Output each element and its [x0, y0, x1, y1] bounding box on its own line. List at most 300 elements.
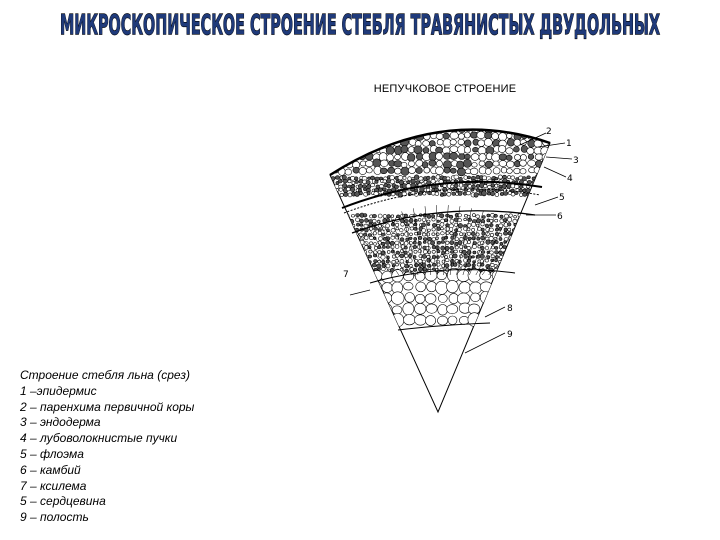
tissue-cell: [534, 167, 540, 174]
tissue-cell: [386, 246, 389, 249]
tissue-cell: [541, 219, 544, 222]
tissue-cell: [514, 256, 517, 259]
tissue-cell: [450, 219, 454, 223]
tissue-cell: [458, 228, 462, 232]
tissue-cell: [323, 187, 328, 191]
tissue-cell: [316, 306, 326, 314]
tissue-cell: [323, 146, 331, 155]
tissue-cell: [453, 254, 457, 258]
tissue-cell: [380, 118, 388, 126]
tissue-cell: [445, 231, 449, 234]
tissue-cell: [509, 246, 512, 249]
tissue-cell: [340, 193, 343, 196]
tissue-cell: [392, 306, 402, 314]
tissue-cell: [526, 251, 530, 255]
tissue-cell: [382, 283, 393, 293]
tissue-cell: [549, 228, 553, 232]
tissue-cell: [534, 264, 538, 267]
tissue-cell: [543, 232, 547, 236]
tissue-cell: [369, 269, 372, 272]
tissue-cell: [327, 281, 338, 292]
tissue-cell: [495, 193, 499, 197]
tissue-cell: [449, 215, 453, 218]
tissue-cell: [467, 228, 470, 231]
tissue-cell: [380, 125, 388, 132]
tissue-cell: [507, 139, 514, 147]
tissue-cell: [350, 250, 354, 253]
tissue-cell: [328, 184, 332, 188]
tissue-cell: [336, 245, 340, 249]
tissue-cell: [326, 292, 336, 302]
tissue-cell: [477, 237, 480, 240]
tissue-cell: [347, 232, 350, 235]
tissue-cell: [551, 184, 555, 189]
tissue-cell: [414, 146, 422, 154]
tissue-cell: [338, 214, 341, 217]
tissue-cell: [338, 141, 345, 147]
tissue-cell: [353, 126, 359, 131]
tissue-cell: [535, 126, 541, 132]
tissue-cell: [557, 227, 561, 230]
tissue-cell: [337, 132, 345, 139]
tissue-cell: [387, 118, 395, 125]
tissue-cell: [330, 189, 335, 193]
tissue-cell: [481, 228, 484, 231]
tissue-cell: [512, 270, 525, 283]
tissue-cell: [480, 292, 490, 304]
tissue-cell: [359, 132, 367, 140]
tissue-cell: [329, 242, 333, 245]
tissue-cell: [521, 269, 525, 273]
tissue-cell: [353, 141, 359, 147]
tissue-cell: [359, 146, 366, 153]
tissue-cell: [414, 237, 417, 240]
tissue-cell: [418, 232, 421, 235]
tissue-cell: [534, 118, 541, 125]
tissue-cell: [394, 133, 400, 140]
tissue-cell: [337, 232, 340, 235]
tissue-cell: [419, 263, 422, 266]
tissue-cell: [450, 132, 458, 139]
tissue-cell: [337, 223, 341, 227]
callout-8: 8: [507, 304, 513, 314]
tissue-cell: [472, 256, 475, 258]
tissue-cell: [359, 219, 363, 223]
tissue-cell: [401, 118, 409, 126]
tissue-cell: [441, 255, 444, 258]
tissue-cell: [445, 227, 449, 231]
tissue-cell: [526, 238, 529, 241]
tissue-cell: [426, 176, 430, 179]
tissue-cell: [400, 238, 404, 241]
tissue-cell: [386, 146, 394, 154]
tissue-cell: [553, 237, 556, 240]
tissue-cell: [402, 126, 408, 131]
tissue-cell: [381, 242, 385, 245]
tissue-cell: [464, 132, 470, 138]
tissue-cell: [360, 224, 363, 227]
tissue-cell: [480, 271, 491, 281]
tissue-cell: [482, 232, 485, 236]
tissue-cell: [530, 254, 534, 258]
tissue-cell: [468, 184, 472, 188]
tissue-cell: [543, 259, 547, 263]
tissue-cell: [507, 223, 511, 226]
tissue-cell: [554, 272, 557, 276]
tissue-cell: [414, 223, 417, 226]
tissue-cell: [513, 246, 517, 250]
tissue-cell: [540, 255, 544, 258]
tissue-cell: [328, 188, 331, 191]
tissue-cell: [504, 268, 507, 271]
tissue-cell: [324, 254, 328, 258]
tissue-cell: [526, 268, 530, 272]
tissue-cell: [426, 304, 437, 313]
tissue-cell: [530, 245, 533, 248]
tissue-cell: [429, 160, 436, 166]
tissue-cell: [522, 274, 526, 277]
tissue-cell: [557, 254, 561, 257]
tissue-cell: [422, 260, 425, 263]
tissue-cell: [441, 232, 445, 235]
tissue-cell: [360, 139, 367, 147]
tissue-cell: [538, 180, 543, 184]
tissue-cell: [323, 224, 327, 228]
tissue-cell: [378, 214, 382, 218]
legend-item: 1 –эпидермис: [20, 383, 97, 398]
tissue-cell: [327, 181, 330, 184]
tissue-cell: [450, 152, 458, 159]
tissue-cell: [531, 259, 535, 263]
tissue-cell: [514, 215, 517, 218]
tissue-cell: [550, 246, 553, 249]
legend-item: 6 – камбий: [20, 462, 81, 477]
tissue-cell: [340, 148, 346, 153]
tissue-cell: [536, 294, 546, 303]
tissue-cell: [535, 228, 539, 232]
tissue-cell: [453, 263, 457, 267]
tissue-cell: [493, 168, 500, 175]
tissue-cell: [409, 219, 413, 223]
tissue-cell: [365, 246, 369, 250]
tissue-cell: [458, 214, 462, 217]
tissue-cell: [372, 214, 376, 217]
tissue-cell: [536, 304, 547, 313]
tissue-cell: [339, 118, 345, 124]
tissue-cell: [415, 303, 426, 314]
tissue-cell: [374, 227, 378, 230]
tissue-cell: [351, 273, 355, 277]
tissue-cell: [535, 268, 539, 271]
tissue-cell: [388, 126, 394, 132]
tissue-cell: [447, 280, 459, 292]
tissue-cell: [544, 237, 547, 240]
tissue-cell: [395, 245, 399, 249]
tissue-cell: [504, 228, 507, 231]
tissue-cell: [539, 247, 542, 250]
tissue-cell: [404, 219, 408, 222]
tissue-cell: [396, 180, 399, 183]
tissue-cell: [509, 250, 512, 253]
tissue-cell: [556, 188, 560, 191]
tissue-cell: [539, 188, 544, 192]
tissue-cell: [373, 140, 380, 148]
tissue-cell: [383, 214, 387, 218]
tissue-cell: [558, 236, 561, 239]
tissue-cell: [367, 140, 373, 145]
tissue-cell: [514, 185, 519, 189]
tissue-cell: [543, 185, 547, 188]
tissue-cell: [502, 184, 506, 188]
tissue-cell: [328, 218, 332, 223]
tissue-cell: [518, 249, 522, 253]
tissue-cell: [504, 214, 508, 218]
tissue-cell: [378, 251, 381, 254]
tissue-cell: [513, 264, 517, 268]
tissue-cell: [391, 314, 404, 327]
tissue-cell: [553, 247, 556, 250]
tissue-cell: [509, 214, 513, 217]
tissue-cell: [374, 132, 381, 139]
tissue-cell: [416, 282, 426, 292]
tissue-cell: [390, 176, 395, 180]
tissue-cell: [522, 219, 526, 223]
tissue-cell: [508, 256, 512, 260]
tissue-cell: [386, 224, 390, 228]
tissue-cell: [350, 237, 354, 241]
tissue-cell: [416, 125, 422, 132]
tissue-cell: [404, 214, 408, 217]
tissue-cell: [549, 119, 556, 126]
tissue-cell: [485, 246, 488, 250]
tissue-cell: [531, 243, 534, 245]
tissue-cell: [447, 305, 458, 314]
tissue-cell: [346, 250, 349, 253]
tissue-cell: [317, 146, 324, 154]
tissue-cell: [365, 264, 369, 267]
tissue-cell: [525, 281, 536, 293]
tissue-cell: [414, 175, 419, 180]
tissue-cell: [354, 177, 358, 180]
tissue-cell: [386, 218, 389, 221]
legend-item: 9 – полость: [20, 510, 89, 525]
tissue-cell: [522, 263, 526, 267]
tissue-cell: [325, 303, 337, 315]
tissue-cell: [372, 316, 382, 326]
tissue-cell: [365, 236, 369, 240]
tissue-cell: [427, 264, 431, 267]
tissue-cell: [422, 229, 426, 233]
tissue-cell: [350, 259, 354, 263]
tissue-cell: [323, 132, 331, 138]
tissue-cell: [548, 259, 552, 262]
tissue-cell: [557, 245, 560, 249]
tissue-cell: [347, 241, 350, 244]
tissue-cell: [325, 169, 331, 175]
tissue-cell: [541, 232, 544, 235]
tissue-cell: [520, 119, 527, 125]
tissue-cell: [444, 167, 450, 173]
tissue-cell: [507, 184, 511, 189]
tissue-cell: [423, 126, 429, 133]
tissue-cell: [504, 265, 508, 269]
tissue-cell: [367, 119, 373, 124]
tissue-cell: [551, 193, 556, 198]
tissue-cell: [504, 283, 513, 291]
tissue-cell: [410, 227, 414, 230]
tissue-cell: [523, 189, 526, 192]
tissue-cell: [513, 282, 525, 293]
tissue-cell: [525, 293, 537, 305]
tissue-cell: [330, 193, 334, 197]
tissue-cell: [455, 246, 458, 249]
tissue-cell: [332, 215, 336, 219]
tissue-cell: [354, 148, 360, 153]
tissue-cell: [405, 293, 415, 303]
tissue-cell: [342, 237, 345, 240]
tissue-cell: [381, 255, 385, 259]
tissue-cell: [410, 127, 416, 132]
tissue-cell: [374, 260, 378, 263]
tissue-cell: [329, 228, 332, 231]
tissue-cell: [427, 220, 430, 223]
callout-9: 9: [507, 330, 513, 340]
tissue-cell: [455, 242, 458, 245]
tissue-cell: [522, 259, 526, 263]
tissue-cell: [518, 264, 521, 267]
tissue-cell: [539, 264, 542, 267]
tissue-cell: [487, 214, 490, 217]
tissue-cell: [333, 237, 337, 240]
tissue-cell: [369, 242, 372, 245]
tissue-cell: [535, 188, 539, 192]
tissue-cell: [544, 180, 548, 184]
tissue-cell: [544, 255, 548, 260]
tissue-cell: [347, 227, 351, 231]
tissue-cell: [351, 215, 354, 218]
tissue-cell: [491, 184, 495, 187]
tissue-cell: [418, 219, 421, 222]
tissue-cell: [504, 255, 507, 258]
tissue-cell: [342, 251, 345, 254]
tissue-cell: [460, 245, 463, 249]
tissue-cell: [530, 224, 533, 227]
tissue-cell: [343, 193, 348, 197]
tissue-cell: [360, 273, 364, 277]
tissue-cell: [342, 231, 346, 235]
tissue-cell: [503, 246, 507, 249]
tissue-cell: [548, 192, 552, 196]
tissue-cell: [320, 241, 324, 245]
tissue-cell: [545, 215, 549, 219]
tissue-cell: [386, 260, 389, 263]
tissue-cell: [527, 119, 533, 124]
tissue-cell: [436, 246, 440, 250]
tissue-cell: [350, 264, 354, 267]
tissue-cell: [333, 260, 336, 263]
tissue-cell: [464, 154, 470, 159]
tissue-cell: [522, 232, 526, 236]
tissue-cell: [508, 176, 511, 179]
tissue-cell: [403, 303, 414, 315]
tissue-cell: [360, 268, 364, 272]
tissue-cell: [539, 192, 543, 197]
tissue-cell: [325, 246, 328, 249]
tissue-cell: [454, 250, 458, 253]
tissue-cell: [531, 215, 534, 218]
tissue-cell: [438, 295, 447, 303]
tissue-cell: [413, 245, 417, 248]
tissue-cell: [540, 267, 544, 271]
tissue-cell: [544, 269, 547, 271]
tissue-cell: [332, 120, 338, 125]
tissue-cell: [335, 176, 339, 180]
tissue-cell: [527, 223, 530, 225]
tissue-cell: [545, 245, 548, 248]
tissue-cell: [380, 168, 387, 174]
tissue-cell: [359, 246, 362, 249]
tissue-cell: [426, 188, 430, 191]
tissue-cell: [477, 131, 485, 138]
tissue-cell: [337, 259, 340, 262]
tissue-cell: [350, 255, 354, 259]
tissue-cell: [332, 267, 336, 271]
tissue-cell: [418, 267, 422, 271]
tissue-cell: [460, 233, 463, 236]
tissue-cell: [415, 189, 418, 192]
tissue-cell: [390, 180, 394, 184]
tissue-cell: [527, 148, 534, 155]
tissue-cell: [436, 147, 443, 153]
tissue-cell: [531, 219, 534, 222]
tissue-cell: [509, 274, 512, 277]
tissue-cell: [481, 251, 485, 254]
tissue-cell: [329, 269, 333, 273]
tissue-cell: [479, 120, 485, 126]
tissue-cell: [467, 232, 471, 235]
tissue-cell: [544, 273, 548, 277]
tissue-cell: [342, 184, 346, 188]
tissue-cell: [371, 183, 375, 186]
tissue-cell: [342, 260, 345, 263]
tissue-cell: [318, 139, 326, 146]
tissue-cell: [490, 192, 494, 196]
tissue-cell: [325, 154, 333, 163]
callout-6: 6: [557, 212, 563, 222]
tissue-cell: [536, 245, 539, 248]
tissue-cell: [555, 118, 563, 126]
tissue-cell: [441, 246, 445, 250]
tissue-cell: [409, 237, 412, 240]
tissue-cell: [473, 147, 479, 152]
tissue-cell: [328, 254, 332, 257]
tissue-cell: [465, 119, 471, 125]
tissue-cell: [545, 222, 548, 226]
tissue-cell: [514, 168, 520, 174]
tissue-cell: [436, 233, 439, 236]
tissue-cell: [557, 233, 560, 236]
tissue-cell: [346, 259, 349, 262]
tissue-cell: [508, 218, 512, 222]
tissue-cell: [471, 154, 479, 161]
tissue-cell: [449, 228, 453, 232]
tissue-cell: [432, 250, 435, 253]
tissue-cell: [495, 184, 498, 187]
tissue-cell: [548, 148, 554, 153]
tissue-cell: [400, 254, 404, 258]
tissue-cell: [323, 183, 328, 187]
tissue-cell: [355, 264, 359, 268]
